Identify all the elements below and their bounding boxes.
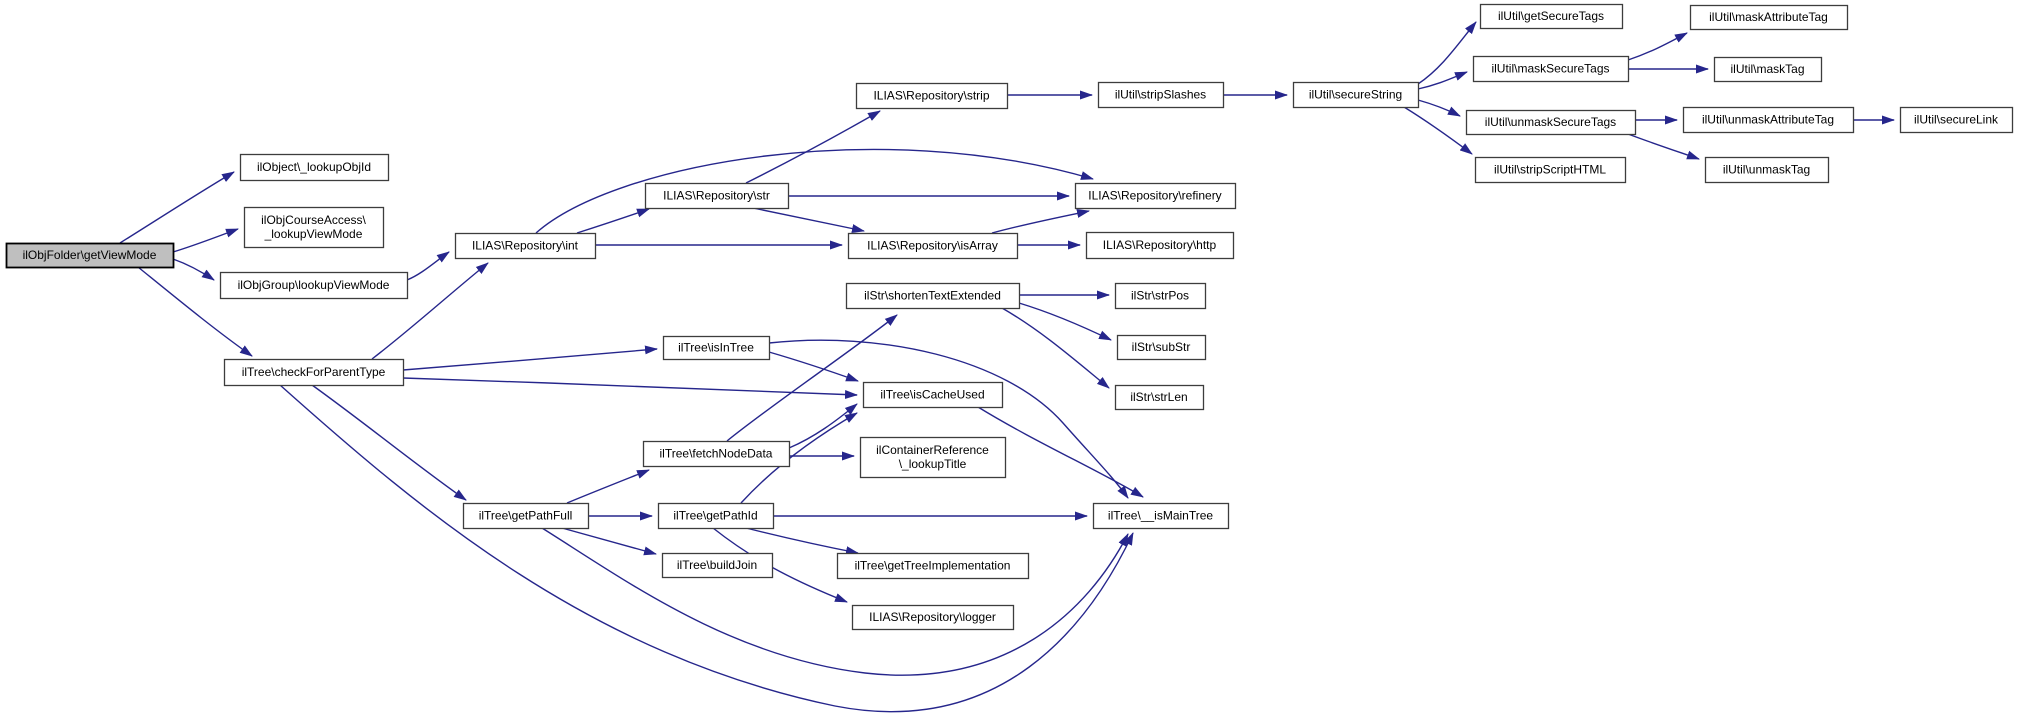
edge-secureString-to-getSecureTags	[1418, 22, 1476, 84]
node-strLen[interactable]	[1116, 386, 1204, 410]
edge-checkForParentType-to-getPathFull	[312, 385, 466, 500]
node-layer	[7, 5, 2013, 630]
node-label-repoStrip: ILIAS\Repository\strip	[873, 88, 990, 103]
node-label-maskSecureTags: ilUtil\maskSecureTags	[1491, 61, 1610, 76]
node-stripScriptHTML[interactable]	[1476, 158, 1626, 183]
node-label-maskAttributeTag: ilUtil\maskAttributeTag	[1709, 10, 1828, 24]
node-shortenTextExtended[interactable]	[847, 284, 1020, 309]
node-label-repoInt: ILIAS\Repository\int	[471, 238, 579, 253]
node-label-isArray: ILIAS\Repository\isArray	[867, 238, 998, 253]
node-maskAttributeTag[interactable]	[1691, 6, 1848, 30]
node-label-maskTag: ilUtil\maskTag	[1730, 62, 1805, 76]
edge-fetchNodeData-to-shortenTextExtended	[727, 315, 897, 441]
node-label-refinery: ILIAS\Repository\refinery	[1088, 188, 1222, 203]
node-label-secureString: ilUtil\secureString	[1308, 87, 1403, 102]
node-maskTag[interactable]	[1715, 58, 1822, 82]
node-label-stripScriptHTML: ilUtil\stripScriptHTML	[1493, 162, 1607, 177]
node-label-unmaskTag: ilUtil\unmaskTag	[1722, 162, 1811, 177]
node-repoLogger[interactable]	[853, 606, 1014, 630]
node-label-subStr: ilStr\subStr	[1131, 340, 1191, 354]
edge-shortenTextExtended-to-strLen	[1002, 308, 1109, 388]
edge-getViewMode-to-lookupObjId	[120, 172, 234, 243]
edge-isArray-to-refinery	[992, 211, 1089, 233]
node-unmaskTag[interactable]	[1706, 158, 1829, 183]
node-courseLookupViewMode[interactable]	[245, 208, 384, 248]
edge-repoInt-to-repoStr	[577, 209, 649, 233]
node-label-fetchNodeData: ilTree\fetchNodeData	[659, 446, 773, 461]
node-label-lookupTitle-line1: ilContainerReference	[876, 443, 989, 457]
edge-getPathFull-to-isMainTree	[542, 528, 1128, 675]
node-stripSlashes[interactable]	[1099, 83, 1224, 108]
node-label-shortenTextExtended: ilStr\shortenTextExtended	[864, 288, 1001, 303]
node-label-buildJoin: ilTree\buildJoin	[676, 558, 758, 572]
edge-maskSecureTags-to-maskAttributeTag	[1628, 33, 1687, 60]
node-lookupTitle[interactable]	[861, 438, 1006, 478]
node-label-lookupObjId: ilObject\_lookupObjId	[256, 160, 372, 174]
node-repoStrip[interactable]	[857, 84, 1008, 109]
edge-secureString-to-stripScriptHTML	[1404, 107, 1472, 154]
node-label-checkForParentType: ilTree\checkForParentType	[241, 365, 386, 379]
node-fetchNodeData[interactable]	[644, 442, 790, 467]
edge-secureString-to-unmaskSecureTags	[1418, 100, 1460, 116]
node-label-secureLink: ilUtil\secureLink	[1913, 112, 1999, 127]
edge-fetchNodeData-to-isCacheUsed	[789, 404, 857, 448]
node-label-strPos: ilStr\strPos	[1130, 288, 1190, 303]
node-checkForParentType[interactable]	[225, 360, 404, 386]
edge-shortenTextExtended-to-subStr	[1019, 303, 1111, 340]
node-getViewMode	[7, 244, 174, 268]
node-isMainTree[interactable]	[1094, 504, 1229, 529]
node-label-strLen: ilStr\strLen	[1130, 390, 1188, 404]
node-secureLink[interactable]	[1901, 108, 2013, 133]
node-repoStr[interactable]	[646, 184, 789, 209]
node-unmaskAttributeTag[interactable]	[1684, 108, 1854, 133]
node-label-lookupTitle-line2: \_lookupTitle	[898, 457, 967, 471]
node-strPos[interactable]	[1116, 284, 1206, 309]
edge-secureString-to-maskSecureTags	[1418, 72, 1467, 89]
node-isInTree[interactable]	[664, 337, 770, 360]
node-isArray[interactable]	[849, 234, 1018, 259]
node-unmaskSecureTags[interactable]	[1467, 111, 1636, 135]
edge-groupLookupViewMode-to-repoInt	[407, 252, 449, 280]
node-label-isInTree: ilTree\isInTree	[678, 340, 754, 355]
node-label-isCacheUsed: ilTree\isCacheUsed	[880, 387, 985, 402]
node-getSecureTags[interactable]	[1481, 5, 1623, 29]
node-refinery[interactable]	[1076, 184, 1236, 209]
edge-unmaskSecureTags-to-unmaskTag	[1628, 134, 1699, 159]
node-groupLookupViewMode[interactable]	[221, 273, 408, 299]
node-label-stripSlashes: ilUtil\stripSlashes	[1114, 87, 1207, 102]
node-label-getPathFull: ilTree\getPathFull	[478, 508, 573, 523]
node-label-getPathId: ilTree\getPathId	[673, 508, 758, 523]
node-label-getSecureTags: ilUtil\getSecureTags	[1497, 9, 1605, 23]
edge-repoStr-to-isArray	[753, 208, 864, 231]
node-label-getViewMode: ilObjFolder\getViewMode	[22, 248, 157, 262]
node-getPathFull[interactable]	[464, 504, 589, 529]
node-isCacheUsed[interactable]	[864, 383, 1003, 408]
node-label-http: ILIAS\Repository\http	[1102, 238, 1217, 252]
node-subStr[interactable]	[1118, 336, 1206, 360]
node-label-groupLookupViewMode: ilObjGroup\lookupViewMode	[237, 278, 390, 292]
node-getTreeImplementation[interactable]	[838, 554, 1029, 579]
edge-getPathId-to-getTreeImplementation	[746, 528, 858, 553]
edge-getViewMode-to-groupLookupViewMode	[173, 259, 214, 280]
node-label-unmaskSecureTags: ilUtil\unmaskSecureTags	[1484, 115, 1617, 129]
edge-checkForParentType-to-isMainTree	[280, 385, 1133, 712]
node-http[interactable]	[1087, 233, 1234, 259]
node-buildJoin[interactable]	[663, 554, 773, 578]
edge-checkForParentType-to-isCacheUsed	[403, 378, 857, 395]
node-label-courseLookupViewMode-line2: _lookupViewMode	[264, 227, 363, 241]
node-secureString[interactable]	[1294, 83, 1419, 108]
edge-getPathFull-to-fetchNodeData	[567, 470, 649, 503]
node-lookupObjId[interactable]	[241, 155, 389, 181]
node-repoInt[interactable]	[456, 234, 596, 259]
node-label-isMainTree: ilTree\__isMainTree	[1107, 508, 1214, 523]
node-label-courseLookupViewMode-line1: ilObjCourseAccess\	[261, 213, 366, 227]
node-label-getTreeImplementation: ilTree\getTreeImplementation	[854, 558, 1011, 573]
node-label-repoStr: ILIAS\Repository\str	[663, 188, 770, 203]
node-label-repoLogger: ILIAS\Repository\logger	[869, 610, 996, 624]
node-maskSecureTags[interactable]	[1474, 57, 1629, 82]
node-label-unmaskAttributeTag: ilUtil\unmaskAttributeTag	[1701, 112, 1835, 127]
edge-getViewMode-to-courseLookupViewMode	[173, 229, 238, 252]
node-getPathId[interactable]	[659, 504, 774, 529]
edge-checkForParentType-to-isInTree	[403, 349, 657, 370]
edge-repoStr-to-repoStrip	[746, 111, 880, 183]
